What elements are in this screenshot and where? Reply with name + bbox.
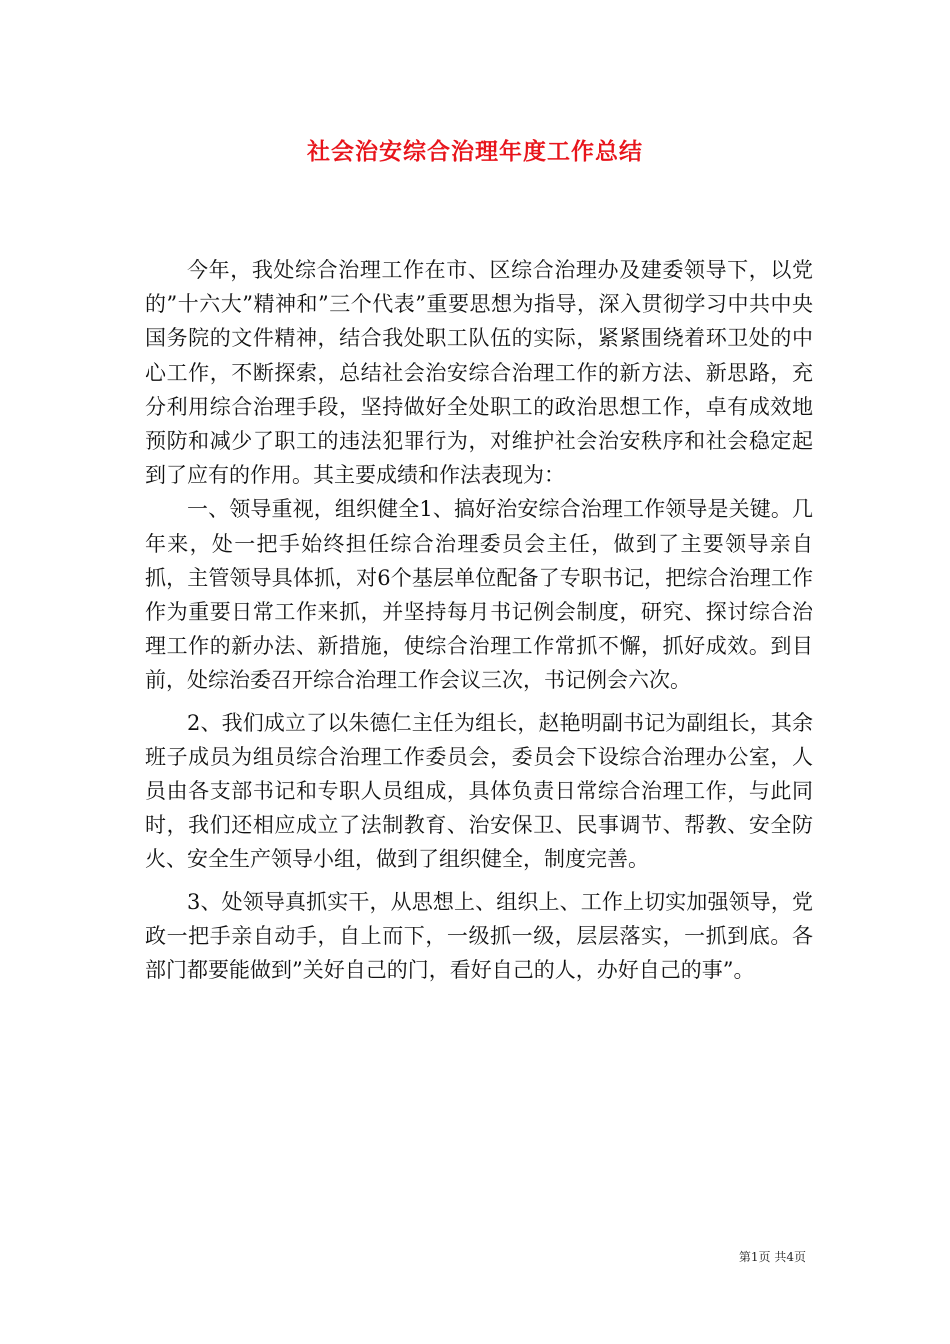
paragraph-intro: 今年，我处综合治理工作在市、区综合治理办及建委领导下，以党的”十六大”精神和”三个代表”重要思想为指导，深入贯彻学习中共中央国务院的文件精神，结合我处职工队伍的实际，紧紧围绕着环卫处的中心工作，不断探索，总结社会治安综合治理工作的新方法、新思路，充分利用综合治理手段，坚持做好全处职工的政治思想工作，卓有成效地预防和减少了职工的违法犯罪行为，对维护社会治安秩序和社会稳定起到了应有的作用。其主要成绩和作法表现为： [145, 258, 813, 488]
document-body [145, 253, 813, 987]
document-title: 社会治安综合治理年度工作总结 [307, 138, 643, 165]
page-number: 第1页 共4页 [738, 1250, 806, 1264]
paragraph-section-1: 一、领导重视，组织健全1、搞好治安综合治理工作领导是关键。几年来，处一把手始终担任综合治理委员会主任，做到了主要领导亲自抓，主管领导具体抓，对6个基层单位配备了专职书记，把综合治理工作作为重要日常工作来抓，并坚持每月书记例会制度，研究、探讨综合治理工作的新办法、新措施，使综合治理工作常抓不懈，抓好成效。到目前，处综治委召开综合治理工作会议三次，书记例会六次。 [145, 497, 813, 693]
paragraph-section-3: 3、处领导真抓实干，从思想上、组织上、工作上切实加强领导，党政一把手亲自动手，自上而下，一级抓一级，层层落实，一抓到底。各部门都要能做到”关好自己的门，看好自己的人，办好自己的事”。 [145, 889, 813, 983]
paragraph-section-2: 2、我们成立了以朱德仁主任为组长，赵艳明副书记为副组长，其余班子成员为组员综合治理工作委员会，委员会下设综合治理办公室，人员由各支部书记和专职人员组成，具体负责日常综合治理工作，与此同时，我们还相应成立了法制教育、治安保卫、民事调节、帮教、安全防火、安全生产领导小组，做到了组织健全，制度完善。 [145, 710, 813, 872]
